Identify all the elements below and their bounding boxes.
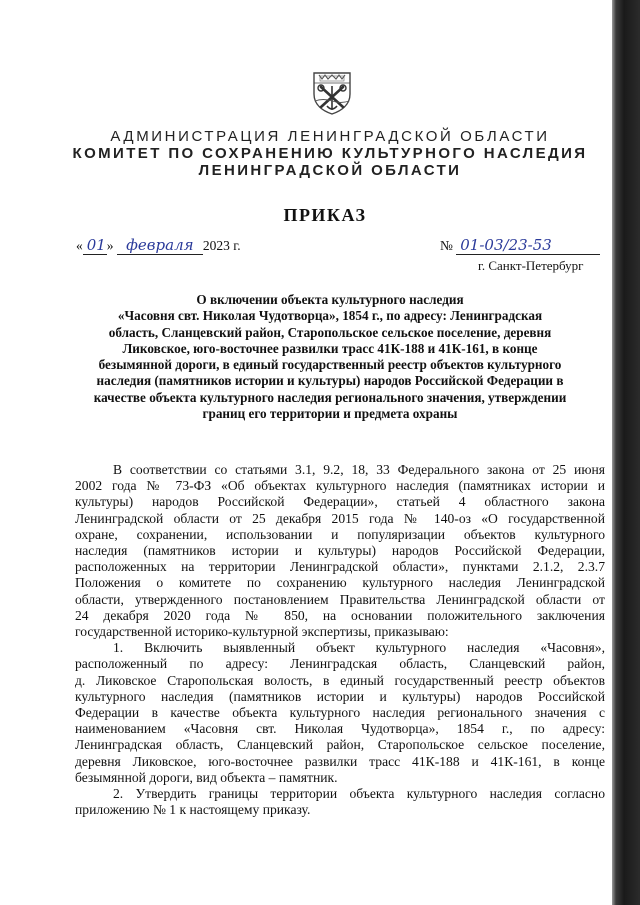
org-name-line-3: ЛЕНИНГРАДСКОЙ ОБЛАСТИ [198, 162, 462, 179]
body-line: деревня Ликовское, юго-восточнее развилки трасс 41К-188 и 41К-161, в конце [75, 753, 605, 769]
body-line: культуры) народов Российской Федерации», статьей 4 областного закона [75, 494, 605, 510]
date-year: 2023 г. [202, 238, 241, 253]
title-line: безымянной дороги, в единый государственный реестр объектов культурного [98, 357, 562, 373]
title-line: область, Сланцевский район, Старопольское сельское поселение, деревня [108, 324, 552, 340]
body-line: Положения о комитете по сохранению культурного наследия Ленинградской [75, 575, 605, 591]
document-type-heading: ПРИКАЗ [283, 205, 367, 225]
body-line: приложению № 1 к настоящему приказу. [75, 802, 311, 818]
body-line: расположенный по адресу: Ленинградская область, Сланцевский район, [75, 656, 605, 672]
body-line: В соответствии со статьями 3.1, 9.2, 18, 33 Федерального закона от 25 июня [113, 462, 605, 477]
order-number [440, 236, 600, 255]
body-line: расположенных на территории Ленинградской области», пунктами 2.1.2, 2.3.7 [75, 559, 605, 575]
title-line: О включении объекта культурного наследия [196, 292, 464, 307]
title-line: наследия (памятников истории и культуры) народов Российской Федерации в [96, 373, 564, 389]
body-line: культурного наследия (памятников истории и культуры) народов Российской [75, 688, 605, 704]
body-line: Ленинградская область, Сланцевский район, Старопольское сельское поселение, [75, 737, 605, 753]
date-month-handwritten: февраля [117, 236, 203, 255]
body-line: Ленинградской области от 25 декабря 2015 года № 140-оз «О государственной [75, 510, 605, 526]
body-line: д. Ликовское Старопольская волость, в единый государственный реестр объектов [75, 672, 605, 688]
title-line: границ его территории и предмета охраны [202, 406, 458, 422]
city: г. Санкт-Петербург [478, 258, 584, 273]
body-line: 2. Утвердить границы территории объекта культурного наследия согласно [113, 786, 605, 802]
body-line: наследия (памятников истории и культуры) народов Российской Федерации, [75, 543, 605, 559]
order-title [70, 292, 590, 422]
order-body [75, 462, 605, 818]
date-open-quote: « [76, 238, 83, 253]
scan-dark-edge [612, 0, 640, 905]
body-line: Федерации в качестве объекта культурного наследия регионального значения с [75, 705, 605, 721]
body-line: безымянной дороги, вид объекта – памятник. [75, 769, 338, 785]
body-line: 24 декабря 2020 года № 850, на основании положительного заключения [75, 607, 605, 623]
number-prefix: № [440, 238, 453, 253]
title-line: Ликовское, юго-восточнее развилки трасс 41К-188 и 41К-161, в конце [122, 340, 538, 356]
org-name-line-2: КОМИТЕТ ПО СОХРАНЕНИЮ КУЛЬТУРНОГО НАСЛЕДИЯ [72, 145, 588, 162]
date-close-quote: » [106, 238, 114, 253]
coat-of-arms-icon [311, 70, 353, 116]
body-line: государственной историко-культурной экспертизы, приказываю: [75, 624, 449, 640]
body-line: наименованием «Часовня свт. Николая Чудотворца», 1854 г., по адресу: [75, 721, 605, 737]
order-date [76, 236, 241, 255]
body-line: области, утвержденного постановлением Правительства Ленинградской области от [75, 591, 605, 607]
date-day-handwritten: 01 [83, 236, 107, 255]
body-line: 1. Включить выявленный объект культурного наследия «Часовня», [113, 640, 605, 656]
body-line: охране, сохранении, использовании и популяризации объектов культурного [75, 526, 605, 542]
body-line: 2002 года № 73-ФЗ «Об объектах культурного наследия (памятниках истории и [75, 478, 605, 494]
title-line: «Часовня свт. Николая Чудотворца», 1854 г., по адресу: Ленинградская [117, 308, 543, 324]
number-value-handwritten: 01-03/23-53 [456, 236, 600, 255]
org-name-line-1: АДМИНИСТРАЦИЯ ЛЕНИНГРАДСКОЙ ОБЛАСТИ [110, 128, 550, 145]
title-line: качестве объекта культурного наследия регионального значения, утверждении [93, 389, 567, 405]
